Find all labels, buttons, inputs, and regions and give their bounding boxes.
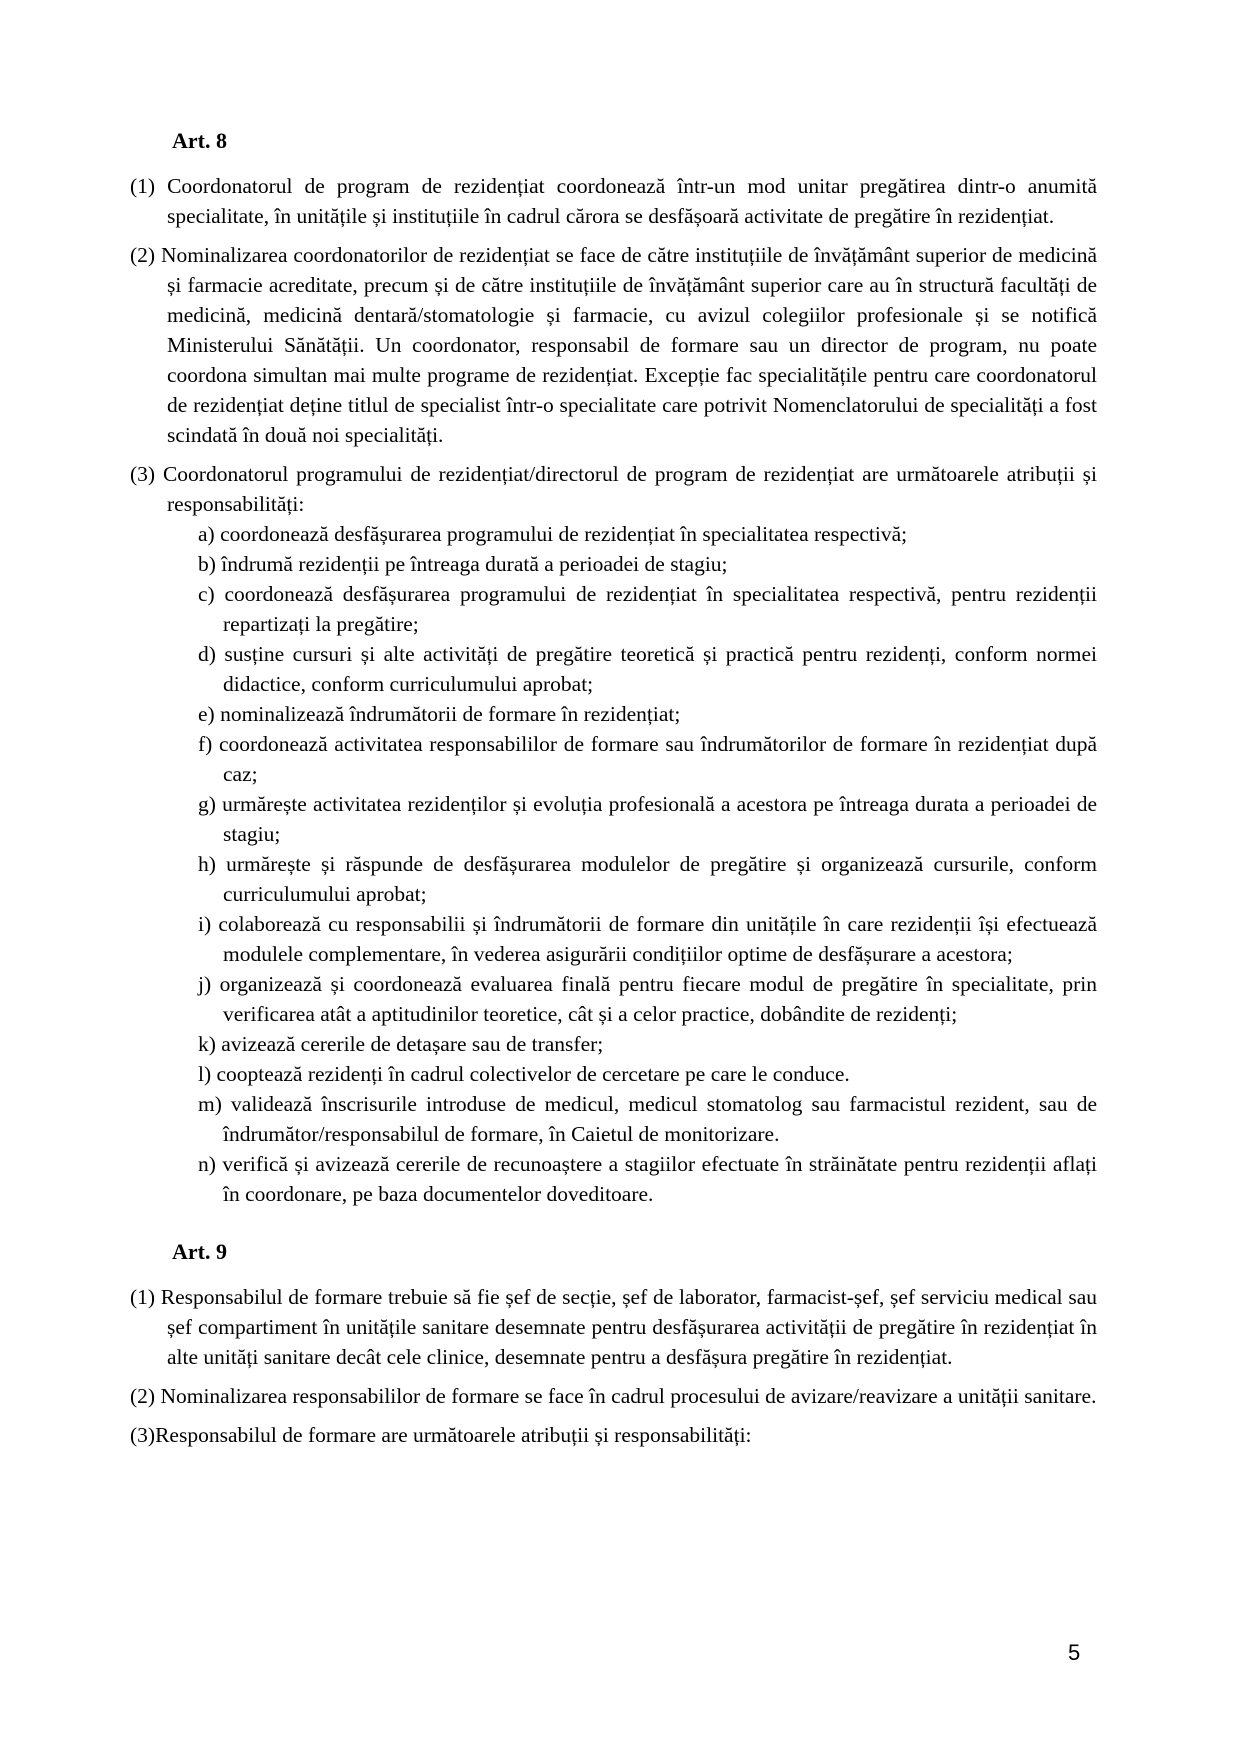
item-text: avizează cererile de detașare sau de transfer; <box>221 1032 604 1056</box>
list-item-a <box>198 519 1097 549</box>
item-letter: k) <box>198 1032 216 1056</box>
item-letter: l) <box>198 1062 212 1086</box>
paragraph-number: (2) <box>130 1384 156 1408</box>
item-letter: i) <box>198 912 212 936</box>
article-8-paragraph-3 <box>130 459 1097 519</box>
list-item-n <box>198 1149 1097 1209</box>
paragraph-number: (2) <box>130 243 156 267</box>
item-text: coordonează desfășurarea programului de rezidențiat în specialitatea respectivă, pentru rezidenții repartizați la pregătire; <box>223 582 1097 636</box>
paragraph-text: Coordonatorul programului de rezidențiat/directorul de program de rezidențiat are următoarele atribuții și responsabilități: <box>162 462 1097 516</box>
item-text: urmărește și răspunde de desfășurarea modulelor de pregătire și organizează cursurile, conform curriculumului aprobat; <box>223 852 1098 906</box>
item-text: coordonează desfășurarea programului de rezidențiat în specialitatea respectivă; <box>220 522 908 546</box>
item-letter: n) <box>198 1152 216 1176</box>
item-text: cooptează rezidenți în cadrul colectivelor de cercetare pe care le conduce. <box>216 1062 850 1086</box>
item-text: organizează și coordonează evaluarea finală pentru fiecare modul de pregătire în specialitate, prin verificarea atât a aptitudinilor teoretice, cât și a celor practice, dobândite de rezidenți; <box>219 972 1097 1026</box>
paragraph-number: (3) <box>130 1423 156 1447</box>
paragraph-number: (3) <box>130 462 156 486</box>
page-number: 5 <box>1068 1640 1081 1665</box>
list-item-m <box>198 1089 1097 1149</box>
article-8-paragraph-2 <box>130 240 1097 450</box>
item-text: validează înscrisurile introduse de medicul, medicul stomatolog sau farmacistul rezident, sau de îndrumător/responsabilul de formare, în Caietul de monitorizare. <box>223 1092 1098 1146</box>
item-text: verifică și avizează cererile de recunoaștere a stagiilor efectuate în străinătate pentru rezidenții aflați în coordonare, pe baza documentelor doveditoare. <box>222 1152 1098 1206</box>
paragraph-text: Coordonatorul de program de rezidențiat coordonează într-un mod unitar pregătirea dintr-o anumită specialitate, în unitățile și instituțiile în cadrul cărora se desfășoară activitate de pregătire în rezidențiat. <box>167 174 1098 228</box>
paragraph-number: (1) <box>130 1285 156 1309</box>
article-8-paragraph-1 <box>130 171 1097 231</box>
list-item-c <box>198 579 1097 639</box>
item-letter: g) <box>198 792 216 816</box>
item-letter: e) <box>198 702 215 726</box>
article-8-heading: Art. 8 <box>172 128 227 153</box>
item-letter: d) <box>198 642 216 666</box>
article-9-heading: Art. 9 <box>172 1239 227 1264</box>
article-9-paragraph-2 <box>130 1381 1097 1411</box>
list-item-e <box>198 699 1097 729</box>
paragraph-text: Responsabilul de formare trebuie să fie șef de secție, șef de laborator, farmacist-șef, șef serviciu medical sau șef compartiment în unitățile sanitare desemnate pentru desfășurarea activității de pregătire în rezidențiat în alte unități sanitare decât cele clinice, desemnate pentru a desfășura pregătire în rezidențiat. <box>160 1285 1097 1369</box>
article-9-paragraph-1 <box>130 1282 1097 1372</box>
item-letter: a) <box>198 522 215 546</box>
list-item-l <box>198 1059 1097 1089</box>
list-item-g <box>198 789 1097 849</box>
paragraph-text: Nominalizarea responsabililor de formare se face în cadrul procesului de avizare/reavizare a unității sanitare. <box>160 1384 1097 1408</box>
item-letter: b) <box>198 552 216 576</box>
list-item-f <box>198 729 1097 789</box>
list-item-b <box>198 549 1097 579</box>
item-letter: c) <box>198 582 215 606</box>
item-letter: h) <box>198 852 216 876</box>
paragraph-text: Responsabilul de formare are următoarele atribuții și responsabilități: <box>155 1423 752 1447</box>
item-letter: f) <box>198 732 213 756</box>
list-item-j <box>198 969 1097 1029</box>
item-text: susține cursuri și alte activități de pregătire teoretică și practică pentru rezidenți, conform normei didactice, conform curriculumului aprobat; <box>223 642 1097 696</box>
document-content <box>130 128 1097 1459</box>
item-text: îndrumă rezidenții pe întreaga durată a perioadei de stagiu; <box>221 552 728 576</box>
article-8-item-list <box>198 519 1097 1209</box>
item-text: nominalizează îndrumătorii de formare în rezidențiat; <box>220 702 681 726</box>
list-item-i <box>198 909 1097 969</box>
paragraph-number: (1) <box>130 174 156 198</box>
item-text: coordonează activitatea responsabililor de formare sau îndrumătorilor de formare în rezidențiat după caz; <box>219 732 1098 786</box>
list-item-d <box>198 639 1097 699</box>
paragraph-text: Nominalizarea coordonatorilor de rezidențiat se face de către instituțiile de învățământ superior de medicină și farmacie acreditate, precum și de către instituțiile de învățământ superior care au în structură facultăți de medicină, medicină dentară/stomatologie și farmacie, cu avizul colegiilor profesionale și se notifică Ministerului Sănătății. Un coordonator, responsabil de formare sau un director de program, nu poate coordona simultan mai multe programe de rezidențiat. Excepție fac specialitățile pentru care coordonatorul de rezidențiat deține titlul de specialist într-o specialitate care potrivit Nomenclatorului de specialități a fost scindată în două noi specialități. <box>160 243 1098 447</box>
item-text: colaborează cu responsabilii și îndrumătorii de formare din unitățile în care rezidenții își efectuează modulele complementare, în vederea asigurării condițiilor optime de desfășurare a acestora; <box>218 912 1097 966</box>
item-text: urmărește activitatea rezidenților și evoluția profesională a acestora pe întreaga durata a perioadei de stagiu; <box>222 792 1098 846</box>
article-9-paragraph-3 <box>130 1420 1097 1450</box>
list-item-h <box>198 849 1097 909</box>
list-item-k <box>198 1029 1097 1059</box>
item-letter: m) <box>198 1092 222 1116</box>
item-letter: j) <box>198 972 212 996</box>
